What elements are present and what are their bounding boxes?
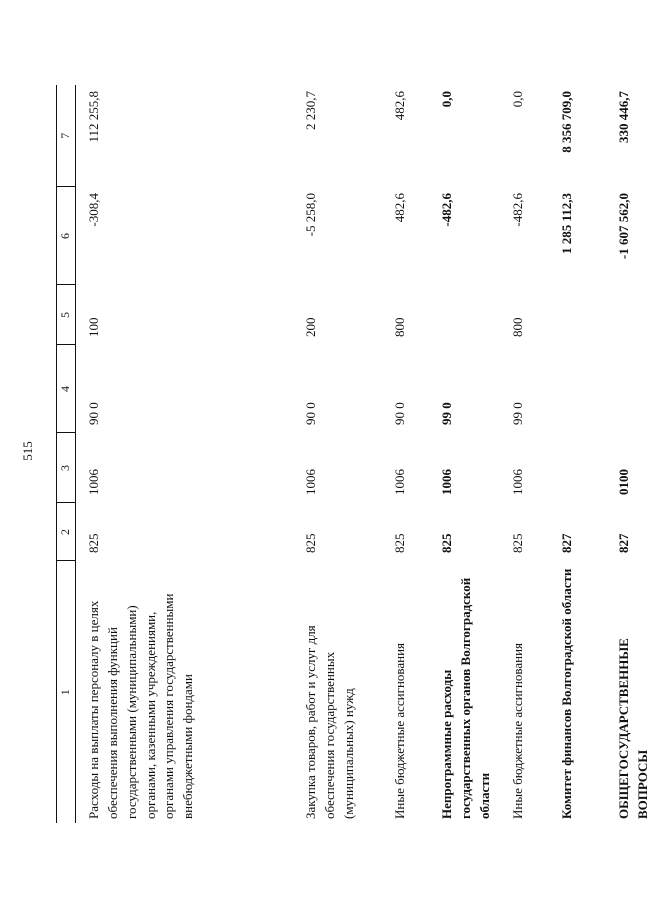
- cell-section-code: 1006: [303, 469, 318, 495]
- cell-change-amount: 482,6: [392, 193, 407, 223]
- cell-total-amount: 0,0: [439, 91, 454, 108]
- table-header-row: [57, 85, 76, 823]
- cell-section-code: 1006: [86, 469, 101, 495]
- cell-section-code: [549, 433, 606, 503]
- column-header: 3: [57, 433, 76, 503]
- cell-expense-type: [429, 285, 500, 345]
- row-description: Иные бюджетные ассигнования: [510, 642, 525, 819]
- cell-section-code: 1006: [392, 469, 407, 495]
- column-header: 4: [57, 345, 76, 433]
- column-header: 1: [57, 561, 76, 823]
- cell-total-amount: 8 356 709,0: [559, 91, 574, 153]
- cell-change-amount: -482,6: [439, 193, 454, 227]
- cell-target-code: 99 0: [439, 402, 454, 425]
- cell-target-code: 99 0: [510, 402, 525, 425]
- cell-total-amount: 0,0: [510, 91, 525, 108]
- cell-target-code: [606, 345, 659, 433]
- cell-expense-type: 100: [86, 317, 101, 337]
- cell-ministry-code: 825: [392, 533, 407, 553]
- table-row: [606, 85, 659, 823]
- cell-expense-type: 800: [510, 317, 525, 337]
- cell-ministry-code: 827: [616, 533, 631, 553]
- cell-ministry-code: 825: [303, 533, 318, 553]
- row-description: Комитет финансов Волгоградской области: [559, 568, 574, 819]
- budget-table-container: [56, 85, 650, 823]
- cell-total-amount: 482,6: [392, 91, 407, 121]
- row-description: Расходы на выплаты персоналу в целях обеспечения выполнения функций государственными (муниципальными) органами, казенными учреждениями, органами управления государственными внебюджетными фондами: [86, 593, 196, 819]
- column-header: 6: [57, 187, 76, 285]
- cell-target-code: 90 0: [86, 402, 101, 425]
- cell-target-code: [549, 345, 606, 433]
- row-description: ОБЩЕГОСУДАРСТВЕННЫЕ ВОПРОСЫ: [616, 638, 650, 819]
- cell-expense-type: 800: [392, 317, 407, 337]
- cell-ministry-code: 825: [86, 533, 101, 553]
- cell-expense-type: [549, 285, 606, 345]
- cell-section-code: 1006: [510, 469, 525, 495]
- table-row: [500, 85, 549, 823]
- row-description: Иные бюджетные ассигнования: [392, 642, 407, 819]
- cell-change-amount: -5 258,0: [303, 193, 318, 237]
- cell-change-amount: -308,4: [86, 193, 101, 227]
- column-header: 2: [57, 503, 76, 561]
- cell-change-amount: -1 607 562,0: [616, 193, 631, 260]
- cell-expense-type: 200: [303, 317, 318, 337]
- table-row: [549, 85, 606, 823]
- cell-target-code: 90 0: [303, 402, 318, 425]
- row-description: Непрограммные расходы государственных органов Волгоградской области: [439, 577, 492, 819]
- column-header: 7: [57, 85, 76, 187]
- budget-table: [56, 85, 659, 823]
- table-row: [293, 85, 382, 823]
- cell-total-amount: 112 255,8: [86, 91, 101, 143]
- cell-target-code: 90 0: [392, 402, 407, 425]
- cell-total-amount: 2 230,7: [303, 91, 318, 130]
- cell-section-code: 0100: [616, 469, 631, 495]
- table-row: [429, 85, 500, 823]
- cell-ministry-code: 827: [559, 533, 574, 553]
- table-row: [76, 85, 294, 823]
- cell-ministry-code: 825: [510, 533, 525, 553]
- page-number: 515: [20, 441, 35, 461]
- column-header: 5: [57, 285, 76, 345]
- cell-total-amount: 330 446,7: [616, 91, 631, 143]
- cell-ministry-code: 825: [439, 533, 454, 553]
- cell-section-code: 1006: [439, 469, 454, 495]
- table-row: [382, 85, 429, 823]
- cell-expense-type: [606, 285, 659, 345]
- row-description: Закупка товаров, работ и услуг для обеспечения государственных (муниципальных) нужд: [303, 625, 356, 819]
- cell-change-amount: 1 285 112,3: [559, 193, 574, 255]
- cell-change-amount: -482,6: [510, 193, 525, 227]
